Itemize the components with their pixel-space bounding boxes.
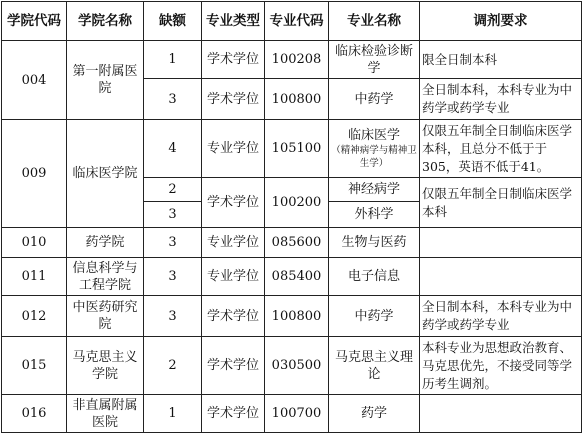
- college-code-cell: 016: [2, 395, 67, 433]
- vacancy-cell: 2: [144, 178, 202, 202]
- type-cell: 学术学位: [202, 337, 265, 395]
- adjustment-table: [1, 1, 582, 433]
- major-name-cell: 电子信息: [329, 258, 420, 296]
- major-code-cell: 085600: [265, 228, 329, 258]
- college-name-cell: 非直属附属医院: [67, 395, 144, 433]
- college-code-cell: 015: [2, 337, 67, 395]
- major-code-cell: 030500: [265, 337, 329, 395]
- college-code-cell: 012: [2, 296, 67, 337]
- major-name-cell: [329, 120, 420, 178]
- requirement-cell: 全日制本科，本科专业为中药学或药学专业: [420, 296, 582, 337]
- major-name: 临床医学: [347, 128, 400, 143]
- requirement-cell: [420, 258, 582, 296]
- table-row: [2, 296, 582, 337]
- college-name-cell: 马克思主义学院: [67, 337, 144, 395]
- college-name-cell: 临床医学院: [67, 120, 144, 228]
- vacancy-cell: 2: [144, 337, 202, 395]
- table-row: [2, 337, 582, 395]
- major-code-cell: 100800: [265, 79, 329, 120]
- college-code-cell: 010: [2, 228, 67, 258]
- vacancy-cell: 4: [144, 120, 202, 178]
- vacancy-cell: 1: [144, 41, 202, 79]
- type-cell: 专业学位: [202, 120, 265, 178]
- header-vacancy: 缺额: [144, 2, 202, 41]
- table-row: [2, 258, 582, 296]
- table-row: [2, 41, 582, 79]
- header-college-name: 学院名称: [67, 2, 144, 41]
- major-name-cell: 马克思主义理论: [329, 337, 420, 395]
- college-code-cell: 004: [2, 41, 67, 120]
- header-row: [2, 2, 582, 41]
- major-name-cell: 中药学: [329, 296, 420, 337]
- header-major-type: 专业类型: [202, 2, 265, 41]
- major-code-cell: 085400: [265, 258, 329, 296]
- type-cell: 学术学位: [202, 178, 265, 228]
- major-code-cell: 100800: [265, 296, 329, 337]
- table-row: [2, 228, 582, 258]
- major-name-cell: 神经病学: [329, 178, 420, 202]
- header-major-name: 专业名称: [329, 2, 420, 41]
- vacancy-cell: 3: [144, 258, 202, 296]
- table-row: [2, 120, 582, 178]
- type-cell: 专业学位: [202, 258, 265, 296]
- major-code-cell: 100208: [265, 41, 329, 79]
- vacancy-cell: 3: [144, 202, 202, 228]
- requirement-cell: 限全日制本科: [420, 41, 582, 79]
- vacancy-cell: 3: [144, 228, 202, 258]
- major-name-cell: 临床检验诊断学: [329, 41, 420, 79]
- requirement-cell: 仅限五年制全日制临床医学本科: [420, 178, 582, 228]
- major-name-cell: 外科学: [329, 202, 420, 228]
- requirement-cell: 仅限五年制全日制临床医学本科，且总分不低于于305，英语不低于41。: [420, 120, 582, 178]
- header-requirement: 调剂要求: [420, 2, 582, 41]
- vacancy-cell: 3: [144, 79, 202, 120]
- college-name-cell: 第一附属医院: [67, 41, 144, 120]
- header-college-code: 学院代码: [2, 2, 67, 41]
- vacancy-cell: 1: [144, 395, 202, 433]
- major-name-cell: 药学: [329, 395, 420, 433]
- major-name-cell: 生物与医药: [329, 228, 420, 258]
- vacancy-cell: 3: [144, 296, 202, 337]
- requirement-cell: [420, 395, 582, 433]
- college-name-cell: 信息科学与工程学院: [67, 258, 144, 296]
- type-cell: 学术学位: [202, 41, 265, 79]
- type-cell: 学术学位: [202, 79, 265, 120]
- type-cell: 学术学位: [202, 296, 265, 337]
- college-name-cell: 中医药研究院: [67, 296, 144, 337]
- requirement-cell: [420, 228, 582, 258]
- requirement-cell: 本科专业为思想政治教育、马克思优先，不接受同等学历考生调剂。: [420, 337, 582, 395]
- header-major-code: 专业代码: [265, 2, 329, 41]
- college-code-cell: 009: [2, 120, 67, 228]
- major-code-cell: 100700: [265, 395, 329, 433]
- college-code-cell: 011: [2, 258, 67, 296]
- major-code-cell: 100200: [265, 178, 329, 228]
- college-name-cell: 药学院: [67, 228, 144, 258]
- type-cell: 专业学位: [202, 228, 265, 258]
- major-name-cell: 中药学: [329, 79, 420, 120]
- major-code-cell: 105100: [265, 120, 329, 178]
- table-row: [2, 395, 582, 433]
- type-cell: 学术学位: [202, 395, 265, 433]
- major-note: （精神病学与精神卫生学）: [331, 145, 417, 169]
- requirement-cell: 全日制本科，本科专业为中药学或药学专业: [420, 79, 582, 120]
